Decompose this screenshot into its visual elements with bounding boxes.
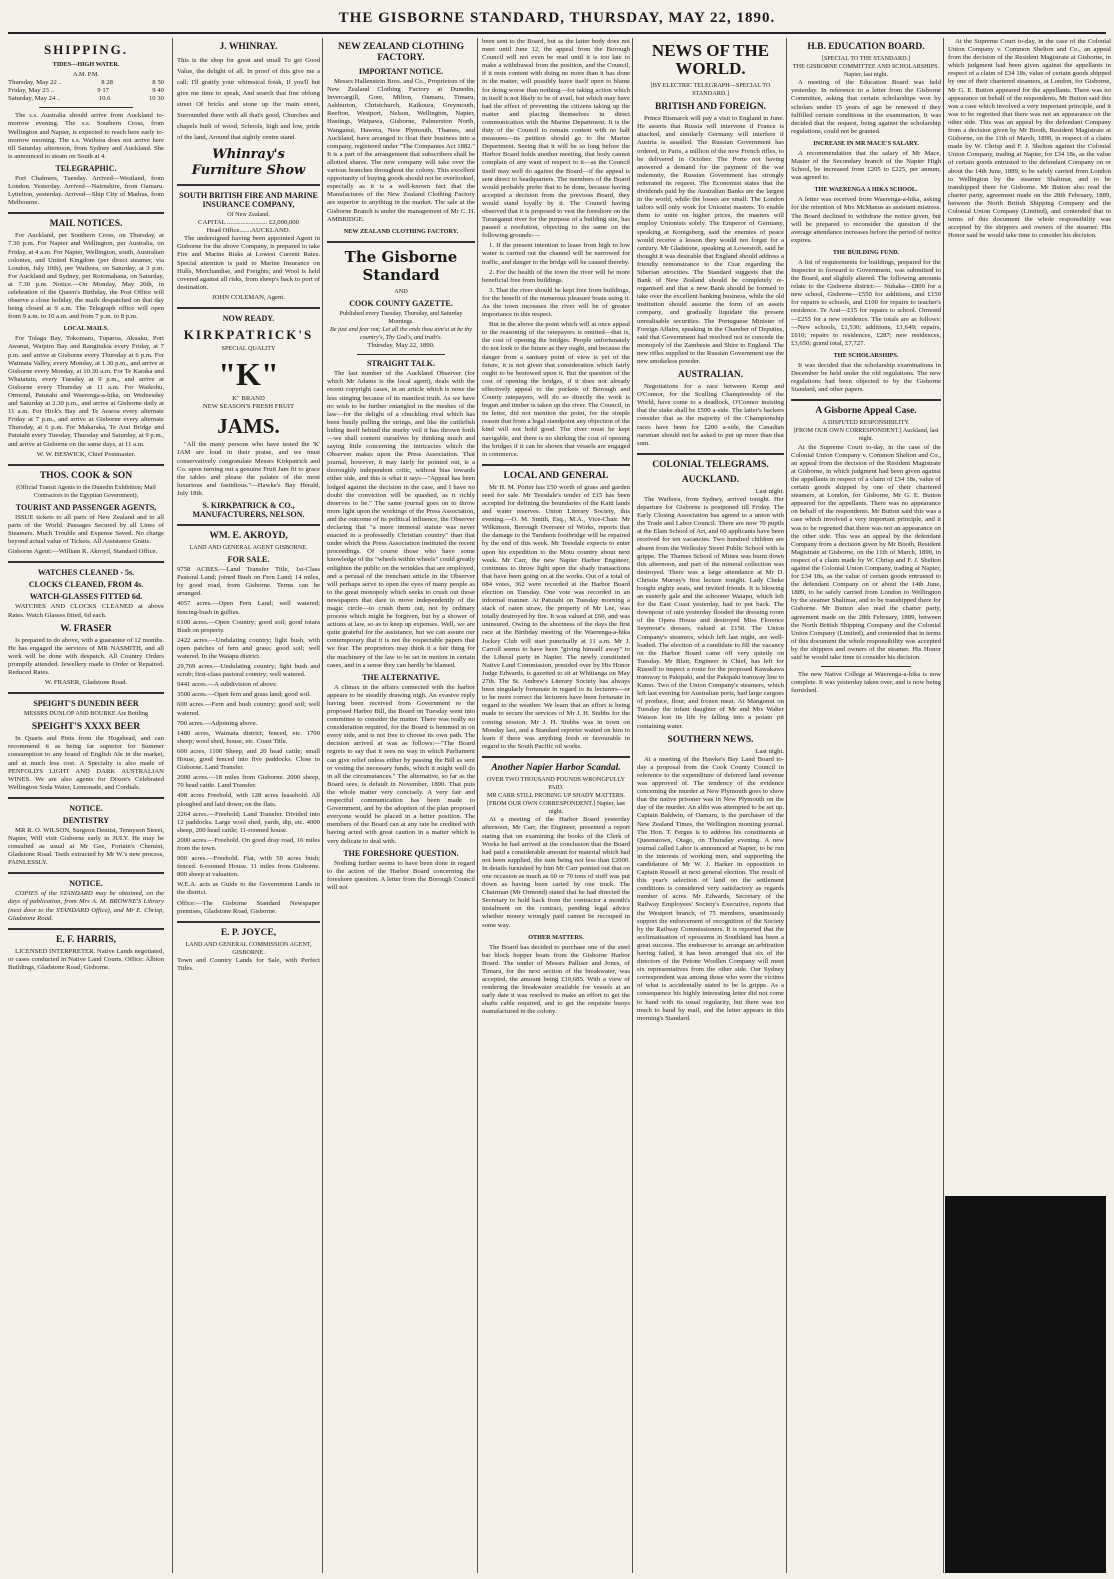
- british-foreign-heading: BRITISH AND FOREIGN.: [654, 102, 767, 113]
- jams-text: "All the many persons who have tested the 'K' JAM are loud in their praise, and we must conservatively congratulate Messrs Kirkpatrick and Co. upon turning out a genuine Fruit Jam fit to grace the tables and please the palates of the most luxurious and fastidious."—Hawke's Bay Herald, July 18th.: [177, 441, 320, 497]
- foreshore-heading: THE FORESHORE QUESTION.: [343, 848, 459, 858]
- ground-item: 1. If the present intention to lease from high to low water is carried out the channel will be narrowed for traffic, and danger to the bridge will be caused thereby.: [482, 242, 630, 266]
- tides-header: A.M. P.M.: [73, 71, 99, 78]
- column-7-text: At the Supreme Court to-day, in the case of the Colonial Union Company v. Common Shelton and Co., an appeal from the decision of the Resident Magistrate at Gisborne, in which judgment had been given against the appellants in respect of a claim of £34 18s, value of certain goods shipped by one of their chartered steamers, at London, for Gisborne, Mr G. E. Button appeared for the appellants. There was no appearance on behalf of the respondents. Mr Button said this was a case which involved a very important principle, and it was to be regretted that there was not an appearance on the other side. This was an appeal by the defendant Company from a decision given by Mr Booth, Resident Magistrate at Gisborne, on the 11th of March, 1890, in respect of a claim made by W. Chrisp and F. J. Shelton against the Colonial Union Company, trading at Napier, for £34 18s, as the value of certain goods entrusted to the defendant Company on or about the 14th June, 1889, to be safely carried from London to Wellington by the steamer Shalimar, and to be transhipped there for Gisborne. Mr Button also read the charter party, agreement made on the 28th February, 1889, between the North British Shipping Company and the Colonial Union Company (Limited), and contended that in terms of this document the whole responsibility was accepted by the shippers and owners of the steamer. His Honor said he would take time to consider his decision.: [948, 38, 1111, 240]
- fraser-text: Is prepared to do above, with a guarantee of 12 months. He has engaged the services of MR NASMITH, and all work will be done with despatch. All Country Orders promptly attended. Jewellery made to Order or Repaired. Reduced Rates.: [8, 636, 164, 676]
- tide-day: Saturday, May 24 ..: [8, 95, 61, 103]
- speight-heading: SPEIGHT'S DUNEDIN BEER: [33, 699, 139, 709]
- tide-pm: 10 30: [148, 95, 164, 103]
- sale-listing: 498 acres Freehold, with 128 acres leasehold. All ploughed and laid down; on the flats.: [177, 792, 320, 808]
- other-matters-text: The Board has decided to purchase one of the steel bar block hopper boats from the Gisborne Harbor Board. The tender of Messrs Palliser and Jones, of Timaru, for the next section of the breakwater, was accepted, the amount being £10,685. With a view of rendering the breakwater available for vessels at an early date it was resolved to make an effort to get the shafts cable required, and to get the requisite buoys manufactured in the colony.: [482, 943, 630, 1016]
- dentistry-text: MR R. O. WILSON, Surgeon Dentist, Tennyson Street, Napier, Will visit Gisborne early in JULY. He may be consulted as usual at Mr Gee, Fortain's Chemist, Gladstone Road. Teeth extracted by Mr W.'s new process, PAINLESSLY.: [8, 826, 164, 867]
- tides-heading: TIDES—HIGH WATER.: [52, 61, 120, 68]
- divider: [821, 666, 911, 667]
- appeal-text: At the Supreme Court to-day, in the case of the Colonial Union Company v. Common Shelton and Co., an appeal from the decision of the Resident Magistrate at Gisborne, in which judgment had been given against the appellants in respect of a claim of £34 18s, value of certain goods shipped by one of their chartered steamers, at London, for Gisborne, Mr G. E. Button appeared for the appellants. There was no appearance on behalf of the respondents. Mr Button said this was a case which involved a very important principle, and it was to be regretted that there was not an appearance on the other side. This was an appeal by the defendant Company from a decision given by Mr Booth, Resident Magistrate at Gisborne, on the 11th of March, 1890, in respect of a claim made by W. Chrisp and F. J. Shelton against the Colonial Union Company, trading at Napier, for £34 18s, as the value of certain goods entrusted to the defendant Company on or about the 14th June, 1889, to be safely carried from London to Wellington by the steamer Shalimar, and to be transhipped there for Gisborne. Mr Button also read the charter party, agreement made on the 28th February, 1889, between the North British Shipping Company and the Colonial Union Company (Limited), and contended that in terms of this document the whole responsibility was accepted by the shippers and owners of the steamer. His Honor said he would take time to consider his decision.: [791, 443, 941, 661]
- akroyd-subheading: LAND AND GENERAL AGENT GISBORNE.: [189, 543, 308, 551]
- colonial-heading: COLONIAL TELEGRAMS.: [652, 459, 769, 470]
- shipping-heading: SHIPPING.: [43, 42, 129, 57]
- cook-text: ISSUE tickets to all parts of New Zealand and to all parts of the World. Passages Secured by all Lines of Steamers. Much Trouble and Expense Saved. No charge beyond actual value of Tickets. All Assistance Gratis.: [8, 513, 164, 546]
- kirkpatrick-heading: KIRKPATRICK'S: [183, 327, 314, 343]
- sale-listing: 900 acres.—Freehold. Flat, with 50 acres bush; fenced. 6-roomed House. 11 miles from Gisborne. 800 sheep at valuation.: [177, 855, 320, 879]
- appeal-heading: A Gisborne Appeal Case.: [815, 406, 917, 417]
- fraser-heading: W. FRASER: [60, 623, 112, 634]
- sale-listing: 2000 acres.—Freehold. On good dray road, 16 miles from the town.: [177, 836, 320, 852]
- appeal-source: [FROM OUR OWN CORRESPONDENT.] Auckland, last night.: [793, 427, 939, 443]
- sale-listing: 2422 acres.—Undulating country; light bush, with open patches of fern and grass; good soil; well watered. In the Waiapu district.: [177, 636, 320, 660]
- sale-listing-9758: 9758 ACRES.—Land Transfer Title, 1st-Class Pastoral Land; joined Bush on Fern Land; 14 miles, by good road, from Gisborne. Terms can be arranged.: [177, 566, 320, 598]
- shipping-text: The s.s. Australia should arrive from Auckland to-morrow evening. The s.s. Southern Cross, from Wellington and Napier, is expected to reach here early to-morrow morning. The s.s. Waihora does not arrive here till Saturday afternoon, from Sydney and Auckland. She is announced to steam on South at 4.: [8, 112, 164, 160]
- insurance-capital: CAPITAL ........................ £2,000,000: [197, 219, 299, 227]
- native-college-text: The new Native College at Waerenga-a-hika is now complete. It was yesterday taken over, and is now being furnished.: [791, 671, 941, 695]
- column-6: [786, 38, 945, 1573]
- napier-source: [FROM OUR OWN CORRESPONDENT.] Napier, last night.: [487, 800, 625, 816]
- divider: [357, 354, 446, 355]
- mail-text: For Auckland, per Southern Cross, on Thursday, at 7.30 p.m. For Napier and Wellington, per Australia, on Friday, at 4 a.m. For Napier, Wellington, south, Australian colonies, and United Kingdom (per direct steamer, via London, July 10th), per Waihora, on Saturday, at 3 p.m. For Auckland and Sydney, per Rotomahana, on Saturday, at 7.30 p.m. Notice.—On Monday, May 26th, in celebration of the Queen's Birthday, the Post Office will observe a close holiday, the mails despatched on that day being closed at 9 a.m. The Telegraph office will open from 9 a.m. to 10 a.m. and from 7 p.m. to 8 p.m.: [8, 232, 164, 321]
- cook-heading-2: TOURIST AND PASSENGER AGENTS,: [15, 502, 157, 512]
- clothing-signature: NEW ZEALAND CLOTHING FACTORY.: [343, 227, 459, 235]
- foreshore-conclusion: But in the above the point which will at once appeal to the reasoning of the ratepayers is omitted—that is, the cost of opening the bridges. People unfortunately do not look to the future as they ought, and because the danger from a sanitary point of view is yet of the future, it is not given that consideration which fairly ought to be bestowed upon it. But the question of the cost of opening the bridges, if it does not already effectively appeal to the pockets of Borough and County ratepayers, will do so directly the work is begun and timber is taken up the river. The Council, in its letter, did not mention the point, for the simple reason that from a legal standpoint any objection of the kind will not hold good. The river must be kept navigable, and there is no shirking the cost of opening the bridges if it can be shown that vessels are engaged in commerce.: [482, 321, 630, 458]
- clothing-heading: NEW ZEALAND CLOTHING FACTORY.: [338, 42, 464, 63]
- education-source: [SPECIAL TO THE STANDARD.]: [821, 55, 911, 62]
- clothing-notice: IMPORTANT NOTICE.: [358, 67, 444, 76]
- watches-line: WATCHES CLEANED - 5s.: [37, 568, 135, 578]
- joyce-heading: E. P. JOYCE,: [220, 927, 277, 938]
- paper-nameplate: The Gisborne Standard: [344, 247, 458, 284]
- tide-am: 10.6: [98, 95, 111, 103]
- sale-listing: 6100 acres.—Open Country; good soil; good totara Bush on property.: [177, 618, 320, 634]
- for-sale-heading: FOR SALE.: [227, 555, 270, 565]
- appeal-subheading: A DISPUTED RESPONSIBILITY.: [822, 419, 910, 427]
- mail-heading: MAIL NOTICES.: [49, 219, 123, 230]
- kirkpatrick-company: S. KIRKPATRICK & CO., MANUFACTURERS, NELSON.: [192, 500, 305, 519]
- divider: [177, 307, 320, 309]
- notice-2-text: COPIES of the STANDARD may be obtained, on the days of publication, from Mrs A. M. BROWNE'S Library (next door to the STANDARD Office), and Mr E. Chrisp, Gladstone Road.: [8, 890, 164, 922]
- increase-text: A recommendation that the salary of Mr Mace, Master of the Secondary branch of the Napier High School, be increased from £205 to £225, per annum, was agreed to.: [791, 149, 941, 182]
- waerenga-heading: THE WAERENGA A HIKA SCHOOL.: [814, 186, 918, 194]
- scholarships-heading: THE SCHOLARSHIPS.: [833, 351, 899, 359]
- watches-line: CLOCKS CLEANED, FROM 4s.: [28, 580, 144, 590]
- british-foreign-text: Prince Bismarck will pay a visit to England in June. He asserts that Russia will intervene if France is attacked, and similarly Germany will interfere if Austria is assailed. The Russian Government has ordered, in Paris, a million of the new French rifles, to be delivered in October. The Porte not having answered a demand for the payment of the war indemnity, the Russian Government has strongly reiterated its request. The Economist states that the dividends paid by the Australian Banks are the largest in the world, while the losses are small. The London tailors will only work for Unionist masters. To enable them to unite on higher prices, the masters will employ Unionists solely. The Emperor of Germany, speaking at Konigsberg, said the enemies of peace would receive a lesson they would not forget for a century. Mr Gladstone, speaking at Lowestoft, said he thought it was desirable that England should address a friendly remonstrance to the Czar regarding the Siberian atrocities. The Standard suggests that the Bank of New Zealand should be completely re-organised and that a new Bank should be formed to take over the excellent banking business, while the old institution should assume the form of an assets company, and gradually liquidate the present unrealisable securities. The Portuguese Minister of Foreign Affairs, speaking in the Chamber of Deputies, said that Government had resolved not to concede the monopoly of the Zambesie and Shire to England. The new rifles supplied to the Russian Government use the new smokeless powder.: [637, 115, 784, 365]
- speight-text: In Quarts and Pints from the Hogshead, and can recommend it as being far superior for Summer consumption to any brand of English Ale in the market, and at much less cost. A Specialty is also made of PENFOLD'S LIGHT AND DARK AUSTRALIAN WINES. We are also agents for Dixon's Celebrated Wellington Soda Water, Lemonade, and Cordials.: [8, 735, 164, 791]
- auckland-text: The Waihora, from Sydney, arrived tonight. Her departure for Gisborne is postponed till Friday. The Early Closing Association has agreed to a union with the Trade and Labor Council. There are now 70 pupils at the Elam School of Art, and 60 applicants have been received for ten vacancies. Two hundred children are absent from the Wellesley Street Public School with la grippe. The Thames School of Mines was burnt down this afternoon, and part of the mineral collection was destroyed. There was a large attendance at Mr D. Christie Murray's first lecture tonight. Lady Cheke bought eighty seats, and invited friends. It is blowing an easterly gale and the schooner Waiapu, which left for the East Coast yesterday, had to put back. The downpour of rain yesterday flooded the dressing room of the Opera House and destroyed Miss Florence Seymour's dresses, valued at £150. The Union Company's steamers, which left last night, are well-loaded. The election of a candidate to fill the vacancy on the Harbor Board came off very quietly on Tuesday. Mr Blair, Engineer in Chief, has left for Russell to inspect a route for the proposed Kawakawa tramway to Pakipaki, and the Pakipaki tramway line to Kamo. Two of the Union Company's steamers, which left last evening for Australian ports, had large cargoes of produce, flour, and frozen meat. At Mangonui on Tuesday the infant daughter of Mr and Mrs Walter Watson lost its life by falling into a potato pit containing water.: [637, 495, 784, 730]
- auckland-heading: AUCKLAND.: [681, 474, 740, 485]
- whinray-script-heading: Whinray's Furniture Show: [191, 147, 306, 178]
- kirkpatrick-k: "K": [218, 356, 279, 393]
- insurance-head-office: Head Office.......AUCKLAND.: [206, 227, 291, 235]
- notice-2-heading: NOTICE.: [69, 879, 103, 889]
- local-general-heading: LOCAL AND GENERAL: [503, 470, 609, 481]
- southern-heading: SOUTHERN NEWS.: [667, 734, 754, 745]
- tide-am: 9 17: [97, 87, 109, 95]
- alternative-heading: THE ALTERNATIVE.: [362, 672, 440, 682]
- watches-line: WATCH-GLASSES FITTED 6d.: [29, 592, 143, 602]
- news-world-heading: NEWS OF THE WORLD.: [651, 41, 770, 78]
- sale-listing: 700 acres.—Adjoining above.: [177, 719, 258, 727]
- telegraphic-heading: TELEGRAPHIC.: [55, 163, 117, 173]
- sale-listing: 4057 acres.—Open Fern Land; well watered; fencing-bush in gullies.: [177, 600, 320, 616]
- australian-heading: AUSTRALIAN.: [677, 370, 744, 381]
- tide-am: 8 28: [101, 79, 113, 87]
- southern-date: Last night.: [755, 747, 784, 755]
- column-2: [172, 38, 324, 1573]
- paper-date: Thursday, May 22, 1890.: [367, 342, 435, 350]
- divider: [482, 756, 630, 758]
- notice-heading: NOTICE.: [69, 803, 103, 813]
- tide-day: Thursday, May 22 ..: [8, 79, 62, 87]
- napier-subheading: OVER TWO THOUSAND POUNDS WRONGFULLY PAID.: [486, 775, 626, 791]
- alternative-text: A climax in the affairs connected with the harbor appears to be steadily drawing nigh. An evasive reply having been received from Government re the proposed Harbor Bill, the Board on Tuesday went into committee to consider the matter. There was really no consideration required, for the Board is hemmed in on every side, and is not free to choose its own path. The decision arrived at was as follows:—"The Board regrets to say that it sees no way in which Parliament can give relief unless either by passing the Bill as sent or vesting the necessary funds, which it might well do in all the circumstances." The alternative, so far as the Board sees, is default in November, 1890. That puts the whole matter very concisely. A very fair and respectful communication has been made to Government, and by the adoption of the plan proposed everyone would be placed in a better position. The members of the Board can at any rate be credited with having acted with great caution in a matter which is very delicate to deal with.: [327, 683, 475, 845]
- southern-text: At a meeting of the Hawke's Bay Land Board to-day a proposal from the Cook County Council in reference to the expenditure of deferred land revenue was approved of. The tendency of the evidence concerning the murder at New Plymouth goes to show that the native prisoner was in New Plymouth on the day of the murder. An alibi was attempted to be set up. Captain Baldwin, of Oamaru, is the purchaser of the New Zealand Times, the Wellington morning journal. The Hon. T. Fergus is to address his constituents at Queenstown, Otago, on Thursday evening. A new journal called Labor is announced at Napier, to be run in the interests of working men, and supporting the candidature of Mr W. J. Harker in opposition to Captain Russell at next general election. The result of this year's selection of land on the settlement conditions is considered very satisfactory as regards number of acres. Mr Edwards, Secretary of the Railway Employees' Society's Executive, reports that the Westport branch, of 75 members, unanimously support the enforcement of recognition of the Society by the Railway Commissioners. It is reported that the acclimatisation of opossums in Southland has been a great success. The endeavour to arrange an arbitration having failed, it has been arranged that six of the directors of the Petone Woollen Company will meet six representatives from the other side. Our Sydney correspondent was among those who were the victims of what is accidentally stated to be la grippe. As a consequence his highly interesting letter did not come to hand with its usual regularity, but there was too much to hand by mail, and the letter appears in this morning's Standard.: [637, 755, 784, 1022]
- straight-talk-heading: STRAIGHT TALK.: [366, 359, 436, 369]
- straight-talk-text: The last number of the Auckland Observer (for which Mr Adams is the local agent), deals with the recent copyright cases, in an article which is none the less stinging because of its manifest truth. As we have no wish to be further entangled in the meshes of the law—for the delight of a chuckling rival which has been busily pulling the strings, and like the cuttlefish hiding itself behind the murky veil it has thrown forth—we shall content ourselves by thinking much and saying little concerning the intricacies which the Observer makes upon the Press Association. That journal, however, it may fairly be pointed out, is a thoroughly independent critic, without bias towards either side, and this is what it says—"Appeal has been lodged against the decision in the case, and I have no doubt the conviction will be quashed, as it richly deserves to be." The same journal goes on to throw more light upon the workings of the Press Association, and the outcome of its political influence, the Observer declaring that "a more immoral statute was never enacted in a professedly Christian country" than that under which the Press Association instituted the recent proceedings. Of course those who have some knowledge of the "wheels within wheels" could greatly enlighten the public on the wrinkles that are employed, and a perusal of the trenchant article in the Observer will perhaps serve to open the eyes of many people as to the great monopoly which seeks to crush out those newspapers that dare to move independently of the magic circle—to crush them out, not by ordinary process which might be forgiven, but by a shower of actions at law, so as to keep up expenses. Well, we are quite grateful for the assistance, but we can assure our contemporary that it is not the respectable papers that we fear. The proprietors may think it a fair thing for the machinery of the law to be set in motion in certain cases, and in a sense they can hardly be blamed.: [327, 370, 475, 669]
- australian-text: Negotiations for a race between Kemp and O'Connor, for the Sculling Championship of the World, have come to a deadlock, O'Connor insisting that the stake shall be £500 a-side. The latter's backers consider that as the majority of the Championship races have been for £200 a-side, the Canadian oarsman should not be asked to put up more than that sum.: [637, 383, 784, 447]
- cook-subheading: (Official Transit Agents to the Dunedin Exhibition; Mail Contractors to the Egyptian Government),: [16, 483, 156, 499]
- kirkpatrick-subheading: SPECIAL QUALITY: [221, 345, 276, 353]
- harris-heading: E. F. HARRIS,: [55, 934, 117, 945]
- column-3: [322, 38, 479, 1573]
- fraser-signature: W. FRASER, Gladstone Road.: [44, 679, 128, 687]
- tide-day: Friday, May 23 ..: [8, 87, 55, 95]
- dentistry-heading: DENTISTRY: [62, 815, 110, 825]
- divider: [791, 399, 941, 401]
- sale-listing: 2000 acres.—18 miles from Gisborne. 2000 sheep, 70 head cattle. Land Transfer.: [177, 774, 320, 790]
- divider: [8, 928, 164, 930]
- insurance-text: The undersigned having been appointed Agent in Gisborne for the above Company, is prepared to take Fire and Marine Risks at Lowest Current Rates. Special attention is paid to Marine Insurance on Hulls, Merchandise, and Freights; and Wool is held covered against all risks, from sheep's back to port of destination.: [177, 235, 320, 291]
- increase-heading: INCREASE IN MR MACE'S SALARY.: [813, 139, 919, 147]
- paper-subtitle: COOK COUNTY GAZETTE.: [349, 298, 453, 308]
- local-general-text: Mr H. M. Porter has £50 worth of grass and garden seed for sale. Mr Teesdale's tender of £15 has been accepted for defining the boundaries of the Kaiti lands and water reserves. Union Literary Society, this evening.—O. M. Smith, Esq., M.A., Vice-Chair. Mr Wilkinson, Borough Overseer of Works, reports that the damage to the Taruheru footbridge will be repaired by the end of this week. Mr Teesdale expects to enter upon his expedition to the Motu country about next week. Mr Carr, the new Napier Harbor Engineer, continues to throw light upon the shady transactions that have been going on at the works. Out of a total of 684 votes, 362 were recorded at the Harbor Board election on Tuesday. One vote was recorded in an informal manner. At Patutahi on Tuesday morning a stack of oaten straw, the property of Mr Lee, was totally destroyed by fire. It was valued at £60, and was uninsured. Owing to the shortness of the days the first race at the Birthday meeting of the Waerenga-a-hika Jockey Club will start punctually at 11 a.m. Mr J. Carroll seems to have been "giving himself away" to the Liberal party in Napier. The newly constituted Native Land Commission, presided over by His Honor Judge Edwards, is gazetted to sit at Whitianga on May 27th. The St. Andrew's Literary Society has always been singularly fortunate in regard to its lecturers—or to be more correct the lecturers have been fortunate in regard to the weather. We learn that an effort is being made to secure the services of Mr J. H. Stubbs for the coming session. Mr J. H. Stubbs was in town on Monday last, and a Standard reporter waited on him to learn if there was anything fresh or favourable in regard to the South Pacific oil works.: [482, 483, 630, 750]
- foreshore-continued: been sent to the Board, but as the latter body does not meet until June 12, the appeal from the Borough Council will not even be read until it is too late to make a withdrawal from the position, and the Council, if it rests content with doing no more than it has done in the matter, will possibly leave itself open to blame for doing worse than nothing—for taking action which in itself is not likely to be of avail, but which may have had the effect of preventing the citizens taking up the matter and placing themselves in direct communication with the Marine Department. It is the duty of the Council to remain content with no half measures—its petition should go to the Marine Department. Seeing that it will be so long before the Harbor Board holds another meeting, that body cannot complain of any want of respect to it—as the Council itself may well do against the Board—if the appeal is sent direct to headquarters. The members of the Board would probably prefer that to be done, because having accepted a decision from the previous Board, they would stand loyally by it. The Council having observed that it is proposed to vest the foreshore on the Turanganui river for the purpose of a building site, has passed a resolution, objecting to the same on the following grounds:—: [482, 38, 630, 240]
- divider: [8, 464, 164, 466]
- education-text: A meeting of the Education Board was held yesterday. In reference to a letter from the Gisborne Committee, asking that certain scholarships won by scholars under 15 years of age be renewed if they fulfilled certain conditions in the examination, It was decided that the request, being against the scholarship regulations, could not be granted.: [791, 79, 941, 135]
- divider: [327, 241, 475, 243]
- sale-listing: 600 acres, 1100 Sheep, and 20 head cattle; small House, good fenced into five paddocks. Close to Gisborne. Land Transfer.: [177, 747, 320, 772]
- sale-listing: 1480 acres, Waimata district; fenced, etc. 1700 sheep; wool shed, house, etc. Coast Title.: [177, 729, 320, 745]
- now-ready-heading: NOW READY.: [222, 314, 275, 324]
- insurance-heading: SOUTH BRITISH FIRE AND MARINE INSURANCE COMPANY,: [179, 191, 318, 209]
- news-source: [BY ELECTRIC TELEGRAPH—SPECIAL TO STANDARD.]: [650, 82, 771, 98]
- sale-listing: 9441 acres.—A subdivision of above.: [177, 681, 278, 689]
- masthead-rule: [8, 32, 1106, 34]
- divider: [177, 184, 320, 186]
- divider: [482, 464, 630, 466]
- sales-list: [177, 600, 320, 879]
- sale-listing: 2264 acres.—Freehold; Land Transfer. Divided into 12 paddocks. Large wool shed, yards, dip, etc. 4000 sheep, 200 head cattle; 11-roomed house.: [177, 810, 320, 834]
- napier-text: At a meeting of the Harbor Board yesterday afternoon, Mr Carr, the Engineer, presented a report stating that on examining the books of the Clerk of Works he had arrived at the conclusion that the Board had paid a considerable amount for material which had not been supplied, the sum being not less than £2000. In details furnished by him Mr Carr pointed out that on one occasion as much as 60 or 70 tons of stuff was put down as having been carted by one truck. The Chairman (Mr Ormond) stated that he had directed the Secretary to hold back from the contractor a month's instalment on the contract, pending legal advice whether money wrongly paid cannot be recouped in some way.: [482, 816, 630, 929]
- building-text: A list of requirements for buildings, prepared for the Inspector to forward to Government, was submitted to the Board, and slightly altered. The following amounts relate to the Gisborne district:— Nuhaka—£800 for a new school, Gisborne—£550 for additions, and £150 for repairs to schools, and £100 for repairs to teacher's residence. Te Arai—£15 for repairs to school. Ormond—£255 for a new residence. The totals are as follows:—New schools, £1,530; additions, £1,649; repairs, £610; repairs to residences, £287; new residences, £3,650; grand total, £7,727.: [791, 258, 941, 347]
- paper-and: AND: [394, 287, 408, 295]
- whinray-heading: J. WHINRAY.: [219, 42, 278, 52]
- divider: [8, 872, 164, 874]
- ground-item: 2. For the health of the town the river will be more beneficial free from buildings.: [482, 268, 630, 284]
- column-5: [632, 38, 788, 1573]
- black-printed-block: [945, 1196, 1106, 1573]
- insurance-subheading: Of New Zealand.: [227, 211, 270, 218]
- column-1: [8, 38, 168, 1573]
- education-subheading: THE GISBORNE COMMITTEE AND SCHOLARSHIPS. Napier, last night.: [792, 63, 940, 79]
- divider: [8, 692, 164, 694]
- divider: [8, 212, 164, 214]
- clothing-text: Messrs Hallenstein Bros. and Co., Proprietors of the New Zealand Clothing Factory at Dunedin, Invercargill, Gore, Milton, Oamaru, Timaru, Ashburton, Christchurch, Kaikoura, Greymouth, Reefton, Westport, Nelson, Wellington, Napier, Hastings, Waipawa, Gisborne, Palmerston North, Wanganui, Hawera, New Plymouth, Thames, and Auckland, have arranged to float their business into a company, registered under "The Companies Act 1882." It is a part of the arrangement that subscribers shall be allotted shares. The new company will take over the various branches throughout the colony. This excellent opportunity of buying goods should not be overlooked, especially as it is a well-known fact that the Manufactures of the New Zealand Clothing Factory are superior to anything in the market. The sale at the Gisborne Branch is under the management of Mr C. H. AMBRIDGE.: [327, 78, 475, 223]
- telegraphic-text: Port Chalmers, Tuesday. Arrived—Westland, from London. Yesterday. Arrived—Nairnshire, from Oamaru. Lyttelton, yesterday. Arrived—Ship City of Madras, from Melbourne.: [8, 174, 164, 207]
- sale-listing: 29,769 acres.—Undulating country; light bush and scrub; first-class pastoral country; well watered.: [177, 663, 320, 679]
- napier-heading: Another Napier Harbor Scandal.: [491, 762, 621, 773]
- other-matters-heading: OTHER MATTERS.: [528, 933, 584, 941]
- local-mails-text: For Tolaga Bay, Tokomaru, Tuparoa, Akuaku, Port Awanui, Waipiro Bay and Rangitukia every Friday, at 7 p.m. and arrive at Gisborne every Thursday at 6 p.m. For Waimata Valley, every Monday, at 1.30 p.m., and arrive at Gisborne every Monday, at 10.30 a.m. For Te Karaka and Whatatutu, every Tuesday at 9 p.m., and arrive at Gisborne every Thursday at 11 a.m. For Waikohu, Ormond, Patutahi and Waerenga-a-hika, on Wednesday and Saturday at 2.30 p.m., and arrive at Gisborne daily at 11 a.m. For Hick's Bay and Te Araroa every alternate Friday at 7 p.m., and arrive at Gisborne every alternate Thursday, at 6 p.m. For Makaraka, Te Arai Bridge and Patutahi every Tuesday, Thursday and Saturday, at 9 p.m., and arrive at Gisborne on the same days, at 11 a.m.: [8, 335, 164, 448]
- column-4: [477, 38, 634, 1573]
- paper-publication: Published every Tuesday, Thursday, and Saturday Mornings.: [339, 309, 463, 325]
- speight-heading-2: SPEIGHT'S XXXX BEER: [31, 722, 141, 733]
- tide-row: [8, 79, 164, 87]
- akroyd-heading: WM. E. AKROYD,: [209, 530, 288, 541]
- tide-pm: 9 40: [152, 87, 164, 95]
- education-heading: H.B. EDUCATION BOARD.: [807, 42, 925, 52]
- sale-listing: 3500 acres.—Open fern and grass land; good soil.: [177, 691, 311, 699]
- divider: [637, 453, 784, 455]
- divider: [39, 107, 133, 108]
- auckland-date: Last night.: [755, 487, 784, 495]
- kirkpatrick-brand: K" BRAND: [232, 395, 265, 403]
- akroyd-agent: W.E.A. acts as Guide to the Government Lands in the district.: [177, 881, 320, 897]
- tide-row: [8, 95, 164, 103]
- watches-text: WATCHES AND CLOCKS CLEANED at above Rates. Watch Glasses fitted, 6d each.: [8, 603, 164, 619]
- divider: [8, 561, 164, 563]
- divider: [177, 921, 320, 923]
- scholarships-text: It was decided that the scholarship examinations in December be held under the old regulations. The new regulations had been objected to by the Gisborne Standard, and other papers.: [791, 361, 941, 394]
- divider: [177, 524, 320, 526]
- masthead: THE GISBORNE STANDARD, THURSDAY, MAY 22, 1890.: [338, 10, 776, 26]
- insurance-signature: JOHN COLEMAN, Agent.: [212, 293, 285, 301]
- jams-heading: JAMS.: [217, 414, 280, 439]
- joyce-subheading: LAND AND GENERAL COMMISSION AGENT, GISBORNE.: [185, 940, 312, 956]
- ground-item: 3. That the river should be kept free from buildings, for the benefit of the numerous pleasure boats using it. As the town increases the river will be of greater importance in this respect.: [482, 286, 630, 319]
- building-heading: THE BUILDING FUND.: [832, 248, 900, 256]
- joyce-text: Town and Country Lands for Sale, with Perfect Titles.: [177, 956, 320, 972]
- local-mails-heading: LOCAL MAILS.: [63, 325, 109, 333]
- tide-row: [8, 87, 164, 95]
- kirkpatrick-season: NEW SEASON'S FRESH FRUIT: [202, 403, 295, 411]
- mail-signature: W. W. BESWICK, Chief Postmaster.: [36, 450, 136, 458]
- sale-listing: 600 acres.—Fern and bush country; good soil; well watered.: [177, 701, 320, 717]
- cook-heading: THOS. COOK & SON: [39, 470, 133, 481]
- waerenga-text: A letter was received from Waerenga-a-hika, asking for the retention of Mrs McManus as assistant mistress. The Board declined to withdraw the notice given, but will be prepared to reconsider the question if the average attendance increases before the period of notice expires.: [791, 196, 941, 244]
- whinray-verse: This is the shop for great and small To get Good Value, the delight of all. In proof of this give me a call; I'll gratify your whimsical freak, If you'll but give me time to speak, And search that fine oblong street Of bricks and stone up the main street, Surrounded there with all that's good, Churches and chapels built of wood, Schools, high and low, pride of the land, Around that sightly centre stand.: [177, 57, 320, 141]
- akroyd-office: Office:—The Gisborne Standard Newspaper premises, Gladstone Road, Gisborne.: [177, 899, 320, 915]
- divider: [8, 797, 164, 799]
- speight-subheading: MESSRS DUNLOP AND BOURKE Are Bottling: [23, 710, 149, 718]
- foreshore-text: Nothing further seems to have been done in regard to the action of the Harbor Board concerning the foreshore question. A letter from the Borough Council will not: [327, 859, 475, 891]
- tide-pm: 8 50: [152, 79, 164, 87]
- paper-motto: Be just and fear not; Let all the ends thou aim'st at be thy country's, Thy God's, and truth's.: [329, 325, 473, 342]
- harris-text: LICENSED INTERPRETER. Native Lands negotiated, or cases conducted in Native Land Courts. Office: Albion Buildings, Gladstone Road, Gisborne.: [8, 947, 164, 971]
- cook-agent: Gisborne Agent:—William R. Akroyd, Standard Office.: [8, 548, 158, 556]
- napier-subheading-2: MR CARR STILL PROBING UP SHADY MATTERS.: [486, 792, 626, 800]
